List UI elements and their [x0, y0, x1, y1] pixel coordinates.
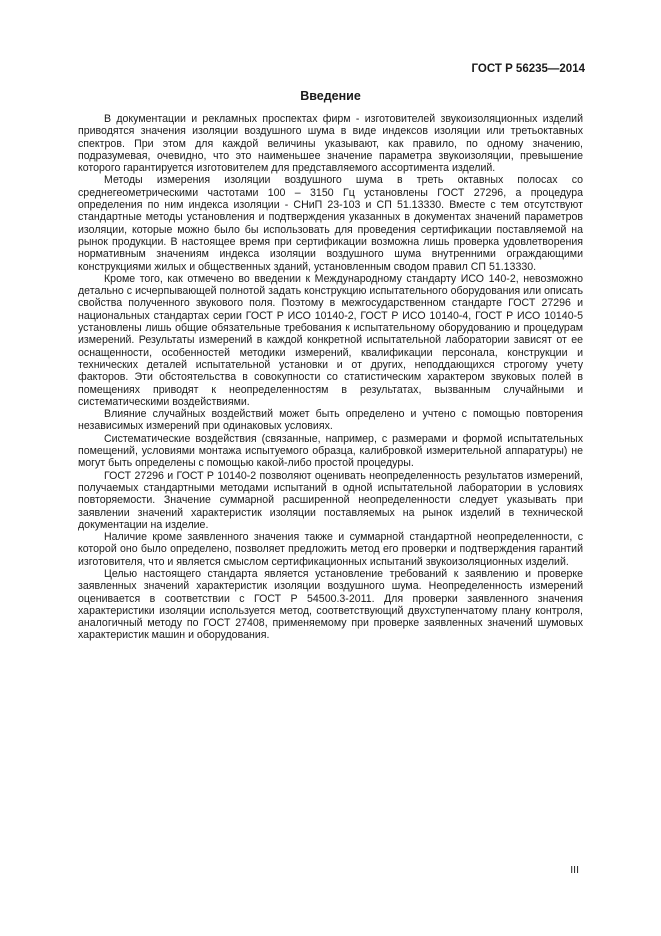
page-number: III	[570, 864, 579, 876]
body-text	[78, 113, 583, 642]
paragraph-5: Систематические воздействия (связанные, например, с размерами и формой испытательных помещений, условиями монтажа испытуемого образца, калибровкой измерительной аппаратуры) не могут быть определены с помощью какой-либо простой процедуры.	[78, 432, 583, 470]
paragraph-7: Наличие кроме заявленного значения также и суммарной стандартной неопределенности, с которой оно было определено, позволяет предложить метод его проверки и подтверждения гарантий изготовителя, что и является смыслом сертификационных испытаний звукоизоляционных изделий.	[78, 531, 583, 568]
paragraph-4: Влияние случайных воздействий может быть определено и учтено с помощью повторения независимых измерений при одинаковых условиях.	[78, 408, 583, 433]
paragraph-2: Методы измерения изоляции воздушного шума в треть октавных полосах со среднегеометрическими частотами 100 – 3150 Гц установлены ГОСТ 27296, а процедура определения по ним индекса изоляции - СНиП 23-103 и СП 51.13330. Вместе с тем отсутствуют стандартные методы установления и подтверждения указанных в документах значений параметров изоляции, которые можно было бы использовать для проведения сертификации поставляемой на рынок продукции. В настоящее время при сертификации возможна лишь проверка удовлетворения нормативным значениям индекса изоляции воздушного шума внутренними ограждающими конструкциями жилых и общественных зданий, установленным сводом правил СП 51.13330.	[78, 174, 583, 273]
paragraph-3: Кроме того, как отмечено во введении к Международному стандарту ИСО 140-2, невозможно детально с исчерпывающей полнотой задать конструкцию испытательного оборудования или описать свойства полученного звукового поля. Поэтому в межгосударственном стандарте ГОСТ 27296 и национальных стандартах серии ГОСТ Р ИСО 10140-2, ГОСТ Р ИСО 10140-4, ГОСТ Р ИСО 10140-5 установлены лишь общие обязательные требования к испытательному оборудованию и процедурам измерений. Результаты измерений в каждой конкретной испытательной лаборатории зависят от ее оснащенности, особенностей методики измерений, квалификации персонала, конструкции и технических деталей испытательной установки и от других, неподдающихся строгому учету факторов. Эти обстоятельства в совокупности со статистическим характером звуковых полей в помещениях приводят к неопределенностям в результатах, вызванным случайными и систематическими воздействиями.	[78, 272, 583, 408]
paragraph-1: В документации и рекламных проспектах фирм - изготовителей звукоизоляционных изделий приводятся значения изоляции воздушного шума в виде индексов изоляции или третьоктавных спектров. При этом для каждой величины указывают, как правило, по одному значению, подразумевая, очевидно, что это наименьшее значение параметра звукоизоляции, превышение которого гарантируется изготовителем для представляемого ассортимента изделий.	[78, 113, 583, 175]
document-header: ГОСТ Р 56235—2014	[471, 63, 585, 75]
section-title: Введение	[300, 89, 361, 103]
paragraph-8: Целью настоящего стандарта является установление требований к заявлению и проверке заявленных значений характеристик изоляции воздушного шума. Неопределенность измерений оценивается в соответствии с ГОСТ Р 54500.3-2011. Для проверки заявленного значения характеристики изоляции используется метод, соответствующий двухступенчатому плану контроля, аналогичный методу по ГОСТ 27408, применяемому при проверке заявленных значений шумовых характеристик машин и оборудования.	[78, 567, 583, 642]
paragraph-6: ГОСТ 27296 и ГОСТ Р 10140-2 позволяют оценивать неопределенность результатов измерений, получаемых стандартными методами испытаний в одной испытательной лаборатории в условиях повторяемости. Значение суммарной расширенной неопределенности следует указывать при заявлении значений характеристик изоляции поставляемых на рынок изделий в технической документации на изделие.	[78, 469, 583, 531]
